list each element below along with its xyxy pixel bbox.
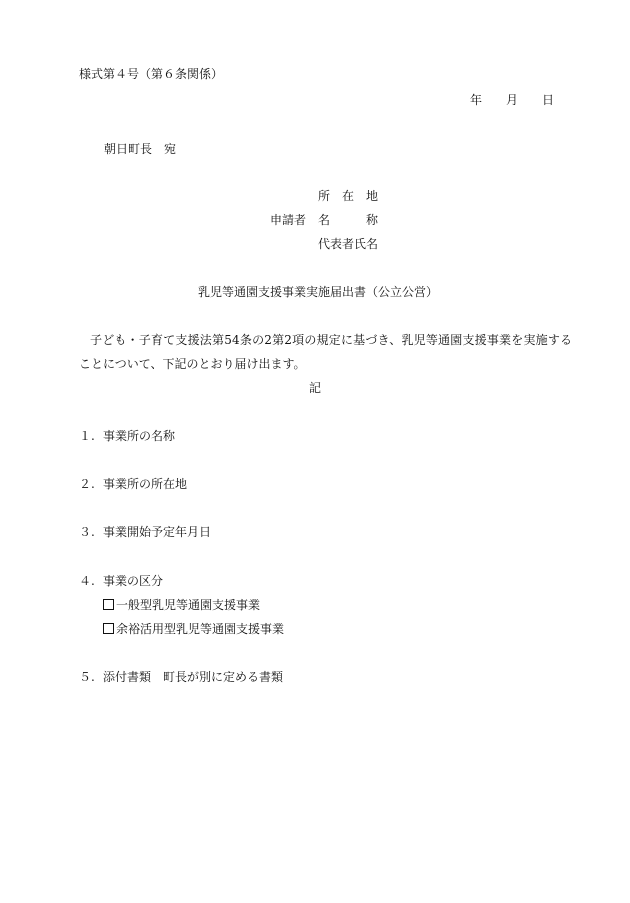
addressee: 朝日町長 宛 bbox=[104, 142, 177, 156]
item-business-category bbox=[79, 575, 163, 587]
date-month: 月 bbox=[506, 93, 519, 107]
item-number: ５. bbox=[79, 670, 95, 684]
option-surplus-capacity-type[interactable] bbox=[103, 623, 284, 635]
checkbox-general-type[interactable] bbox=[103, 599, 114, 610]
ki-heading: 記 bbox=[309, 381, 322, 395]
item-label: 事業所の名称 bbox=[103, 429, 176, 443]
item-number: ２. bbox=[79, 477, 95, 491]
item-number: ４. bbox=[79, 574, 95, 588]
date-line bbox=[470, 94, 554, 106]
item-label: 事業所の所在地 bbox=[103, 477, 188, 491]
option-label: 余裕活用型乳児等通園支援事業 bbox=[116, 622, 285, 636]
document-title: 乳児等通園支援事業実施届出書（公立公営） bbox=[198, 285, 439, 299]
applicant-prefix: 申請者 bbox=[270, 213, 307, 227]
body-text-line-1: 子ども・子育て支援法第54条の2第2項の規定に基づき、乳児等通園支援事業を実施する bbox=[90, 333, 573, 347]
form-number: 様式第４号（第６条関係） bbox=[79, 67, 224, 81]
option-general-type[interactable] bbox=[103, 599, 260, 611]
item-label: 事業開始予定年月日 bbox=[103, 525, 212, 539]
date-year: 年 bbox=[470, 93, 483, 107]
checkbox-surplus-capacity-type[interactable] bbox=[103, 623, 114, 634]
body-text-line-2: ことについて、下記のとおり届け出ます。 bbox=[79, 357, 306, 371]
item-facility-address bbox=[79, 478, 187, 490]
applicant-name-label: 名 称 bbox=[318, 213, 379, 227]
applicant-representative-label: 代表者氏名 bbox=[318, 237, 379, 251]
item-facility-name bbox=[79, 430, 175, 442]
applicant-address-label: 所 在 地 bbox=[318, 189, 379, 203]
date-day: 日 bbox=[542, 93, 555, 107]
item-attachments bbox=[79, 671, 283, 683]
item-label: 添付書類 町長が別に定める書類 bbox=[103, 670, 284, 684]
item-number: ３. bbox=[79, 525, 95, 539]
item-start-date bbox=[79, 526, 211, 538]
option-label: 一般型乳児等通園支援事業 bbox=[116, 598, 261, 612]
item-label: 事業の区分 bbox=[103, 574, 164, 588]
item-number: １. bbox=[79, 429, 95, 443]
